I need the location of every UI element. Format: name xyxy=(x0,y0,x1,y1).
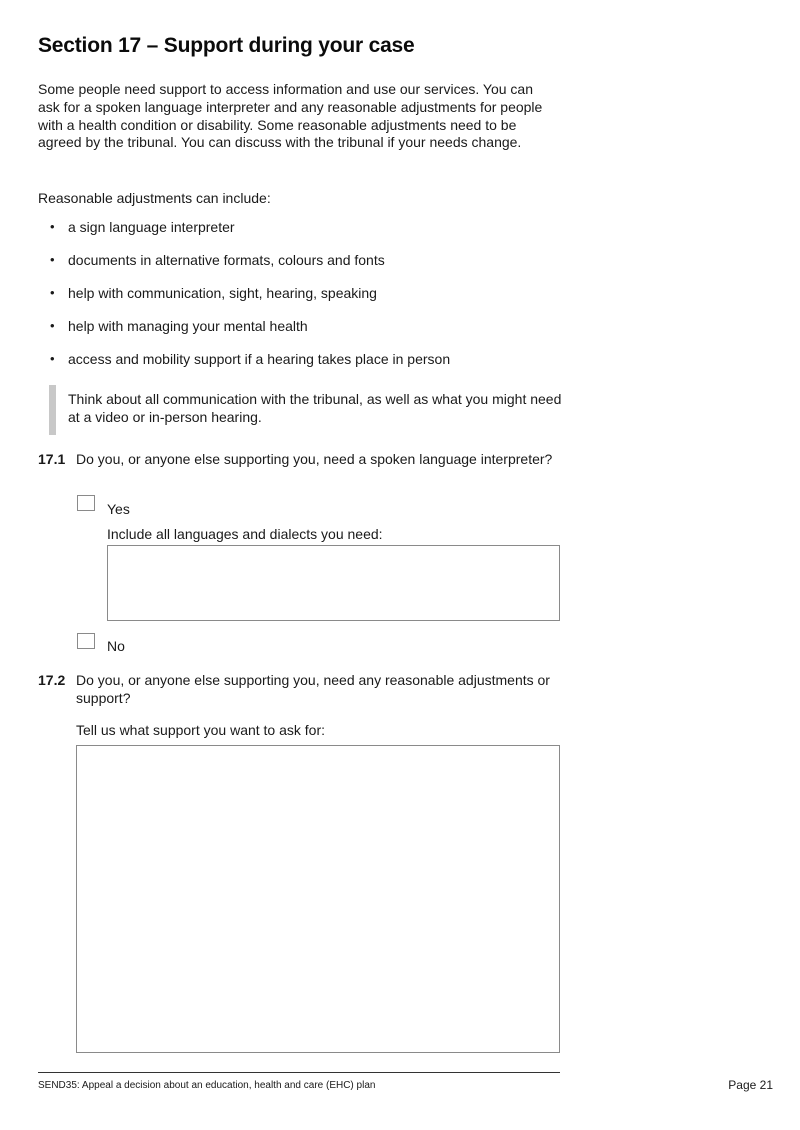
list-item xyxy=(38,284,578,317)
interpreter-no-label: No xyxy=(107,638,125,654)
question-number-17-2: 17.2 xyxy=(38,672,66,688)
callout-text: Think about all communication with the tribunal, as well as what you might need at a video or in-person hearing. xyxy=(68,391,562,425)
languages-label: Include all languages and dialects you need: xyxy=(107,526,383,542)
guidance-callout xyxy=(49,385,576,435)
list-item xyxy=(38,350,578,383)
list-item xyxy=(38,218,578,251)
support-input[interactable] xyxy=(76,745,560,1053)
list-item-text: help with managing your mental health xyxy=(68,318,308,334)
list-item xyxy=(38,251,578,284)
languages-input[interactable] xyxy=(107,545,560,621)
list-item xyxy=(38,317,578,350)
bullet-icon: • xyxy=(50,351,55,366)
interpreter-no-checkbox[interactable] xyxy=(77,633,95,649)
list-item-text: help with communication, sight, hearing, speaking xyxy=(68,285,377,301)
bullet-icon: • xyxy=(50,318,55,333)
support-label: Tell us what support you want to ask for: xyxy=(76,722,326,738)
question-text-17-1: Do you, or anyone else supporting you, need a spoken language interpreter? xyxy=(76,451,553,467)
interpreter-yes-label: Yes xyxy=(107,501,130,517)
bullet-icon: • xyxy=(50,219,55,234)
footer-form-name: SEND35: Appeal a decision about an education, health and care (EHC) plan xyxy=(38,1080,376,1091)
list-item-text: documents in alternative formats, colours and fonts xyxy=(68,252,385,268)
adjustments-list xyxy=(38,218,578,383)
adjustments-heading: Reasonable adjustments can include: xyxy=(38,190,271,206)
bullet-icon: • xyxy=(50,252,55,267)
question-number-17-1: 17.1 xyxy=(38,451,66,467)
bullet-icon: • xyxy=(50,285,55,300)
interpreter-yes-checkbox[interactable] xyxy=(77,495,95,511)
list-item-text: access and mobility support if a hearing takes place in person xyxy=(68,351,451,367)
page-number: Page 21 xyxy=(728,1078,773,1092)
list-item-text: a sign language interpreter xyxy=(68,219,235,235)
page-title: Section 17 – Support during your case xyxy=(38,34,415,57)
intro-paragraph: Some people need support to access information and use our services. You can ask for a spoken language interpreter and any reasonable adjustments for people with a health condition or disability. Some reasonable adjustments need to be agreed by the tribunal. You can discuss with the tribunal if your needs change. xyxy=(38,81,543,151)
question-text-17-2: Do you, or anyone else supporting you, need any reasonable adjustments or support? xyxy=(76,672,550,706)
footer-divider xyxy=(38,1072,560,1073)
